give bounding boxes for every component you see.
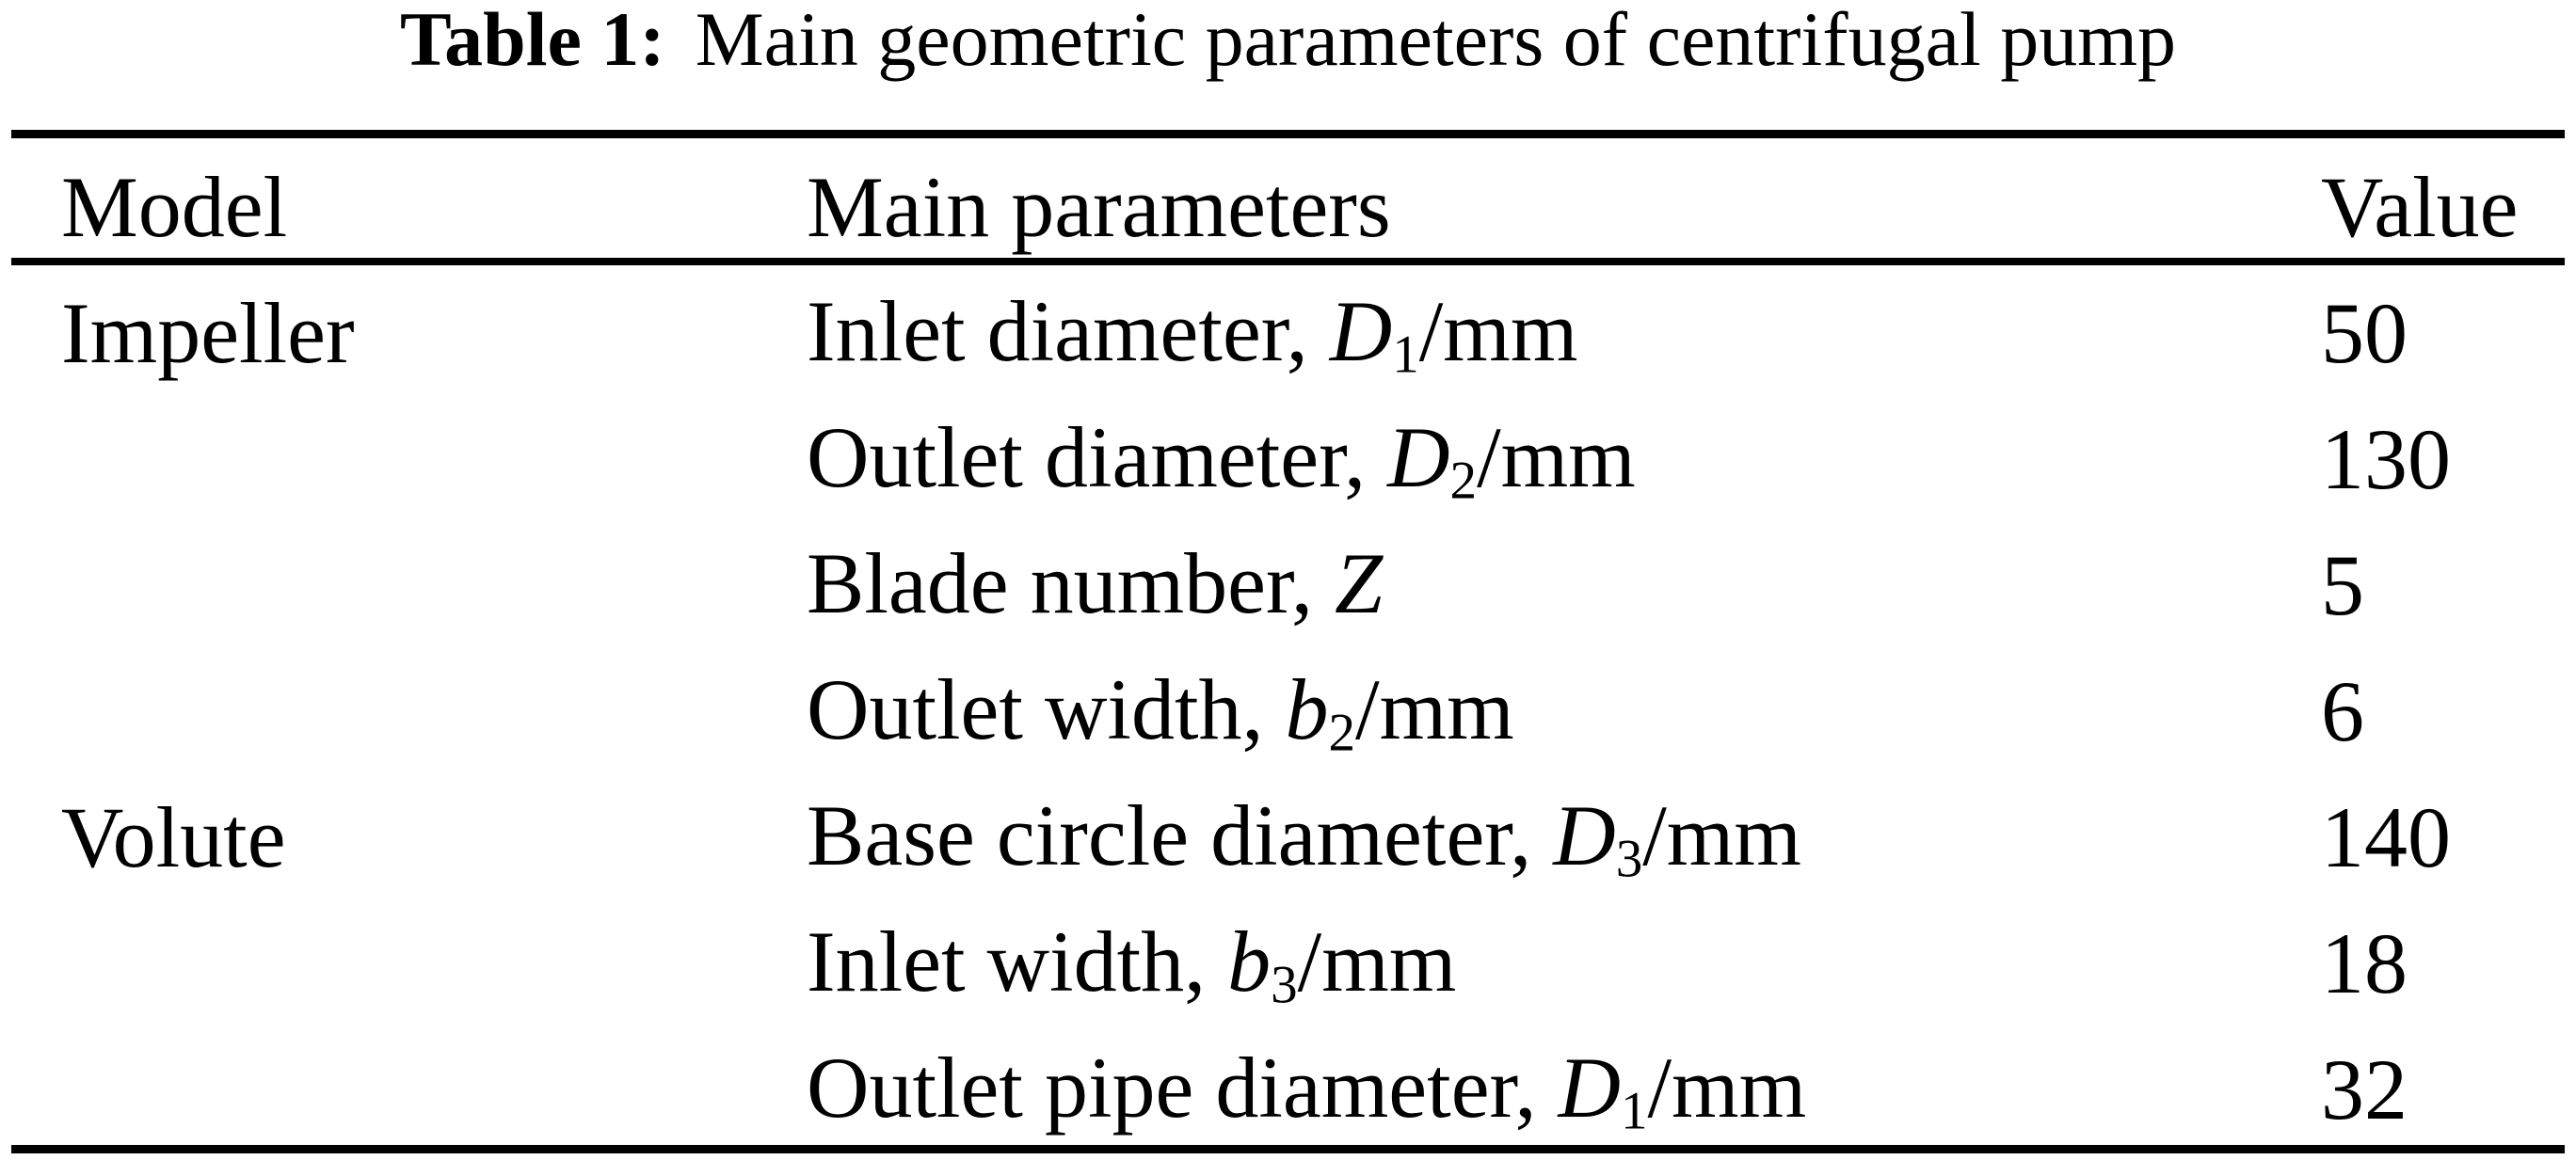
cell-parameter — [807, 659, 2321, 764]
cell-parameter — [807, 786, 2321, 890]
table-caption-text: Main geometric parameters of centrifugal pump — [695, 0, 2177, 82]
param-symbol: b — [1227, 913, 1272, 1009]
cell-value: 50 — [2321, 285, 2408, 381]
param-unit: /mm — [1642, 787, 1801, 883]
param-text: Outlet diameter, — [807, 408, 1388, 505]
param-subscript: 1 — [1392, 325, 1419, 385]
table-caption — [0, 0, 2576, 82]
table-row — [11, 769, 2565, 895]
param-text: Base circle diameter, — [807, 787, 1554, 883]
param-subscript: 3 — [1615, 829, 1643, 889]
cell-value: 140 — [2321, 789, 2451, 885]
param-symbol: D — [1553, 787, 1616, 883]
param-subscript: 2 — [1328, 703, 1356, 763]
param-symbol: D — [1387, 408, 1450, 505]
param-text: Outlet width, — [807, 660, 1286, 757]
header-main-parameters: Main parameters — [807, 159, 1391, 255]
param-subscript: 1 — [1620, 1081, 1648, 1141]
param-subscript: 2 — [1449, 451, 1478, 511]
param-unit: /mm — [1297, 913, 1457, 1009]
param-subscript: 3 — [1271, 955, 1298, 1015]
table-row — [11, 643, 2565, 769]
param-symbol: D — [1329, 282, 1393, 379]
param-unit: /mm — [1647, 1039, 1807, 1136]
cell-value: 5 — [2321, 537, 2364, 633]
param-text: Inlet width, — [807, 913, 1228, 1009]
table-row — [11, 895, 2565, 1021]
table-row — [11, 264, 2565, 390]
param-symbol: Z — [1334, 534, 1384, 631]
table-row — [11, 1021, 2565, 1147]
param-unit: /mm — [1355, 660, 1514, 757]
param-symbol: b — [1285, 660, 1329, 757]
table-row — [11, 516, 2565, 643]
cell-parameter — [807, 407, 2321, 512]
table-row — [11, 390, 2565, 516]
cell-value: 32 — [2321, 1041, 2408, 1137]
cell-value: 6 — [2321, 663, 2364, 759]
cell-parameter — [807, 1038, 2321, 1142]
param-symbol: D — [1558, 1039, 1621, 1136]
cell-value: 18 — [2321, 915, 2408, 1011]
header-value: Value — [2321, 159, 2519, 255]
param-text: Blade number, — [807, 534, 1335, 631]
param-unit: /mm — [1477, 408, 1636, 505]
param-text: Inlet diameter, — [807, 282, 1330, 379]
table-bottom-rule — [11, 1145, 2565, 1153]
table-header-row — [11, 137, 2565, 258]
param-unit: /mm — [1418, 282, 1578, 379]
table-caption-label: Table 1: — [399, 0, 665, 82]
cell-value: 130 — [2321, 411, 2451, 507]
cell-model: Impeller — [61, 285, 355, 381]
param-text: Outlet pipe diameter, — [807, 1039, 1559, 1136]
cell-parameter — [807, 912, 2321, 1016]
header-model: Model — [61, 159, 288, 255]
cell-parameter — [807, 533, 2321, 638]
cell-parameter — [807, 281, 2321, 386]
cell-model: Volute — [61, 789, 286, 885]
